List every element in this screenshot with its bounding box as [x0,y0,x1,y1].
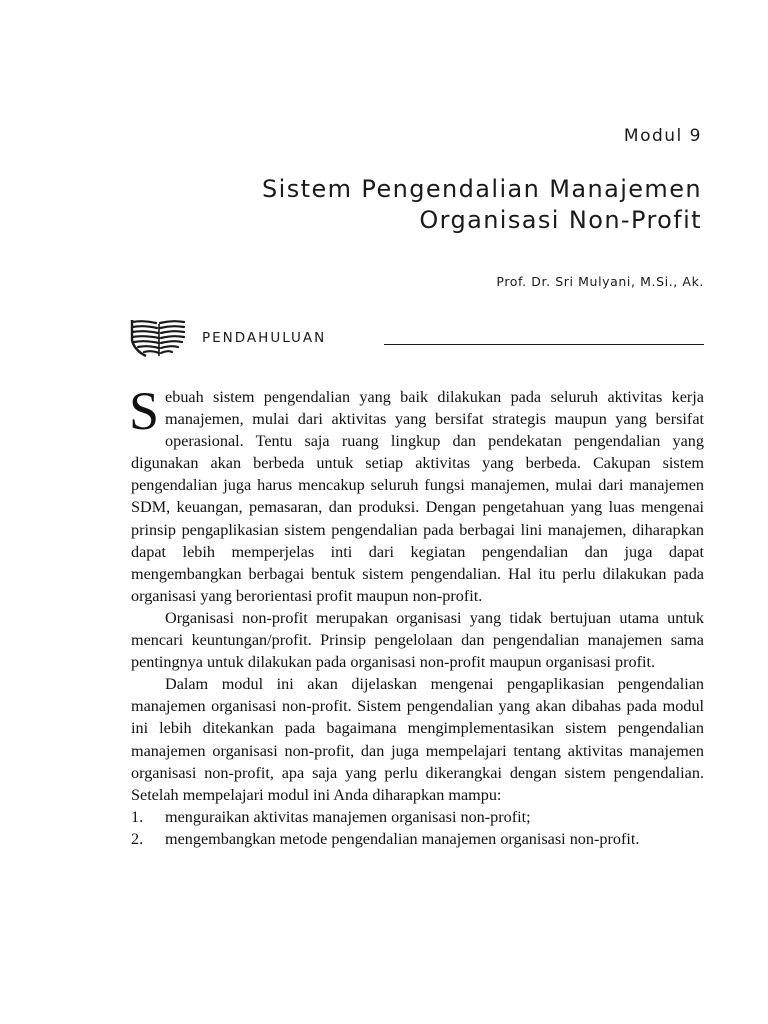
list-item [131,806,704,828]
objectives-list [131,806,704,850]
open-book-icon [130,318,186,358]
list-item-number: 1. [131,807,144,826]
drop-cap: S [129,381,160,441]
list-item [131,828,704,850]
list-item-text: mengembangkan metode pengendalian manajemen organisasi non-profit. [165,829,640,848]
paragraph-intro-text: ebuah sistem pengendalian yang baik dilakukan pada seluruh aktivitas kerja manajemen, mulai dari aktivitas yang bersifat strategis maupun yang bersifat operasional. Tentu saja ruang lingkup dan pendekatan pengendalian yang digunakan akan berbeda untuk setiap aktivitas yang berbeda. Cakupan sistem pengendalian juga harus mencakup seluruh fungsi manajemen, mulai dari manajemen SDM, keuangan, pemasaran, dan produksi. Dengan pengetahuan yang luas mengenai prinsip pengaplikasian sistem pengendalian pada berbagai lini manajemen, diharapkan dapat lebih memperjelas inti dari kegiatan pengendalian dan juga dapat mengembangkan berbagai bentuk sistem pengendalian. Hal itu perlu dilakukan pada organisasi yang berorientasi profit maupun non-profit. [131,388,704,605]
author-name: Prof. Dr. Sri Mulyani, M.Si., Ak. [496,274,704,289]
paragraph-2: Organisasi non-profit merupakan organisasi yang tidak bertujuan utama untuk mencari keuntungan/profit. Prinsip pengelolaan dan pengendalian manajemen sama pentingnya untuk dilakukan pada organisasi non-profit maupun organisasi profit. [131,608,704,672]
paragraph-intro [129,381,704,607]
list-item-text: menguraikan aktivitas manajemen organisasi non-profit; [165,807,531,826]
paragraph-3: Dalam modul ini akan dijelaskan mengenai pengaplikasian pengendalian manajemen organisasi non-profit. Sistem pengendalian yang akan dibahas pada modul ini lebih ditekankan pada bagaimana mengimplementasikan sistem pengendalian manajemen organisasi non-profit, dan juga mempelajari tentang aktivitas manajemen organisasi non-profit, apa saja yang perlu dikerangkai dengan sistem pengendalian. Setelah mempelajari modul ini Anda diharapkan mampu: [131,675,704,804]
title-line-2: Organisasi Non-Profit [419,206,702,234]
module-label: Modul 9 [623,126,702,146]
section-heading: PENDAHULUAN [202,330,327,346]
page-title [102,174,702,236]
title-line-1: Sistem Pengendalian Manajemen [262,175,702,203]
list-item-number: 2. [131,829,144,848]
body-text [129,381,704,850]
section-divider [384,344,704,345]
